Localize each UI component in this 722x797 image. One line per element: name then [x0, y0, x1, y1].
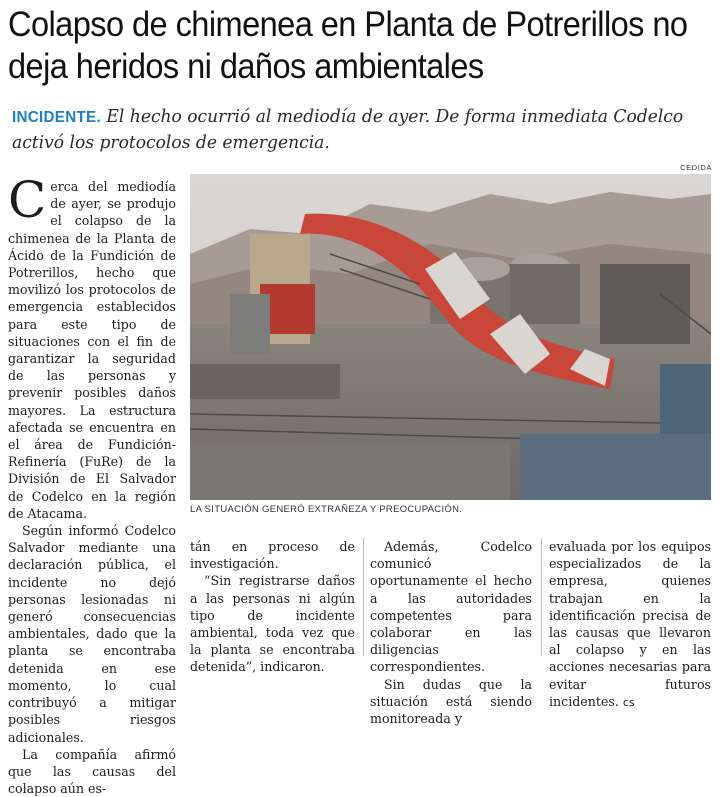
paragraph-2: Según informó Codelco Salvador mediante una declaración pública, el incidente no dejó personas lesionadas ni generó consecuencias ambientales, dado que la planta se encontraba detenida en ese momento, lo cual contribuyó a mitigar posibles riesgos adicionales.: [8, 523, 176, 745]
column-divider: [363, 538, 364, 656]
lead-text: El hecho ocurrió al mediodía de ayer. De forma inmediata Codelco activó los protocolos de emergencia.: [12, 106, 684, 153]
column-divider: [541, 538, 542, 656]
column-4-paragraph-1: [549, 538, 711, 711]
column-4-paragraph-1-text: evaluada por los equipos especializados de la empresa, quienes trabajan en la identificación precisa de las causas que llevaron al colapso y en las acciones necesarias para evitar futuros incidentes.: [549, 539, 711, 709]
paragraph-3: La compañía afirmó que las causas del colapso aún es-: [8, 746, 176, 797]
column-3: [370, 538, 532, 727]
column-1: [8, 171, 176, 797]
paragraph-1: [8, 171, 176, 522]
column-2-paragraph-1: tán en proceso de investigación.: [190, 539, 355, 572]
paragraph-1-text: erca del mediodía de ayer, se produjo el colapso de la chimenea de la Planta de Ácido de la Fundición de Potrerillos, hecho que movilizó los protocolos de emergencia establecidos para este tipo de situaciones con el fin de garantizar la seguridad de las personas y prevenir posibles daños mayores. La estructura afectada se encuentra en el área de Fundición-Refinería (FuRe) de la División de El Salvador de Codelco en la región de Atacama.: [8, 179, 176, 521]
lead-kicker: INCIDENTE.: [12, 109, 101, 126]
column-2-paragraph-2: “Sin registrarse daños a las personas ni algún tipo de incidente ambiental, toda vez que la planta se encontraba detenida”, indicaron.: [190, 573, 355, 675]
column-4: [549, 538, 711, 711]
end-mark: cs: [622, 695, 635, 709]
drop-cap: C: [8, 171, 47, 229]
lead-paragraph: [12, 104, 713, 155]
headline: Colapso de chimenea en Planta de Potrerillos no deja heridos ni daños ambientales: [8, 5, 688, 86]
collapsed-chimney-photo: [190, 174, 711, 500]
column-3-paragraph-1: Además, Codelco comunicó oportunamente el hecho a las autoridades competentes para colaborar en las diligencias correspondientes.: [370, 539, 532, 675]
column-3-paragraph-2: Sin dudas que la situación está siendo monitoreada y: [370, 676, 532, 727]
news-photo: [190, 174, 711, 500]
column-2: [190, 538, 355, 676]
photo-caption: LA SITUACIÓN GENERÓ EXTRAÑEZA Y PREOCUPACIÓN.: [190, 504, 463, 515]
photo-credit: CEDIDA: [680, 163, 712, 172]
